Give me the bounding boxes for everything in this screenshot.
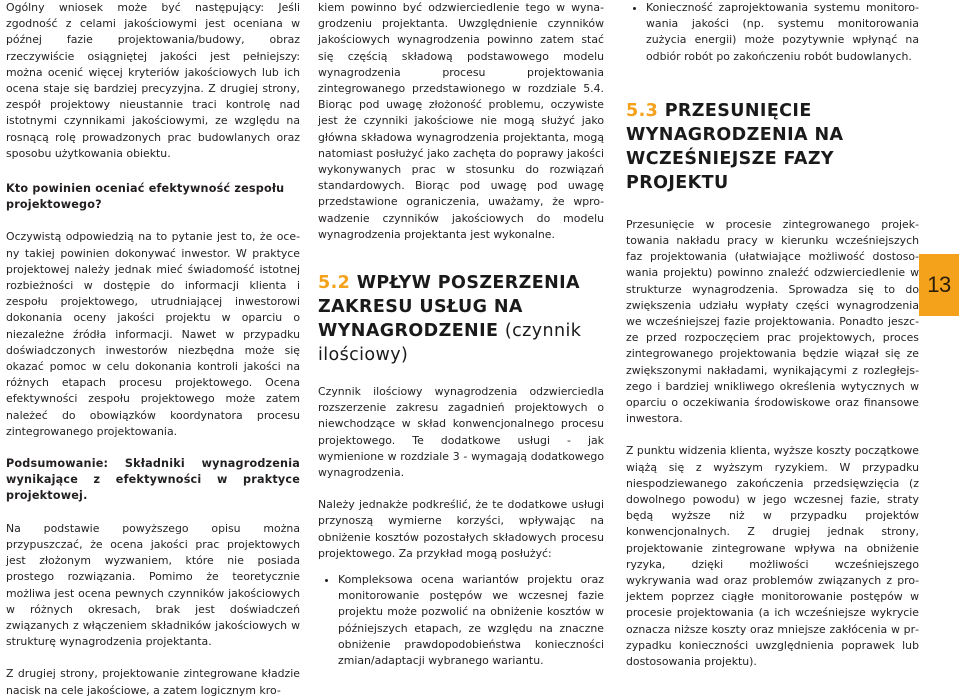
paragraph: Z punktu widzenia klienta, wyższe koszty początkowe wiążą się z wyższym ryzykiem. W przypadku niespodziewanego zakończenia przedsięwzięcia (z dowolnego powodu) w jego wczesnej fazie, straty będą wyższe niż w przypadku projektów konwencjonalnych. Z drugiej jednak strony, projektowanie zintegrowane wpływa na obniżenie ryzyka, dzięki możliwości wcześniejszego wykrywania wad oraz problemów związanych z projektem poprzez ciągłe monitorowanie postępów w procesie projektowania (a ich wcześniejsze wykrycie oznacza niższe koszty oraz mniejsze zakłócenia w przypadku konieczności uwzględnienia poprawek lub dostosowania projektu). (626, 444, 919, 669)
section-number: 5.3 (626, 100, 659, 121)
paragraph: Oczywistą odpowiedzią na to pytanie jest to, że oceny takiej powinien dokonywać inwestor. W praktyce projektowej należy jednak mieć świadomość istotnej rozbieżności w dostępie do informacji klienta i zespołu projektowego, utrudniającej inwestorowi dokonania oceny jakości projektu w oparciu o niezależne źródła informacji. Nawet w przypadku doświadczonych inwestorów niezbędna może się okazać pomoc w celu dokonania kontroli jakości na różnych etapach procesu projektowego. Ocena efektywności zespołu projektowego może zatem należeć do obowiązków koordynatora procesu zintegrowanego projektowania. (6, 230, 300, 438)
page-number: 13 (927, 272, 951, 297)
section-number: 5.2 (318, 273, 351, 294)
list-item: • Kompleksowa ocena wariantów projektu oraz monitorowanie postępów we wczesnej fazie projektu może pozwolić na obniżenie kosztów w późniejszych etapach, ze względu na znaczne obniżenie prawdopodobieństwa konieczności zmian/adaptacji wybranego wariantu. (338, 572, 604, 669)
section-title: PRZESUNIĘCIE WYNAGRODZENIA NA WCZEŚNIEJSZE FAZY PROJEKTU (626, 100, 844, 193)
subheading-summary: Podsumowanie: Składniki wynagrodzenia wynikające z efektywności w praktyce projektowej. (6, 457, 300, 503)
paragraph: Z drugiej strony, projektowanie zintegrowane kładzie nacisk na cele jakościowe, a zatem logicznym kro- (6, 667, 300, 697)
section-heading-5-3 (626, 99, 876, 195)
paragraph: Na podstawie powyższego opisu można przypuszczać, że ocena jakości prac projektowych jest złożonym wyzwaniem, które nie posiada prostego rozwiązania. Pomimo że teoretycznie możliwa jest ocena pewnych czynników jakościowych w różnych okresach, brak jest doświadczeń związanych z włączeniem składników jakościowych w strukturę wynagrodzenia projektanta. (6, 521, 300, 649)
text-column-1 (6, 0, 300, 699)
page-number-tab (919, 254, 959, 316)
paragraph: Przesunięcie w procesie zintegrowanego projektowania nakładu pracy w kierunku wcześniejszych faz projektowania (ułatwiające możliwość dostosowania projektu) powinno znaleźć odzwierciedlenie w strukturze wynagrodzenia. Sprowadza się to do zwiększenia udziału wypłaty części wynagrodzenia we wcześniejszej fazie projektowania. Ponadto jeszcze przed rozpoczęciem prac projektowych, proces zintegrowanego projektowania będzie wiązał się ze zwiększonymi nakładami, wynikającymi z rozległejszego i bardziej wnikliwego określenia wytycznych w oparciu o oczekiwania środowiskowe oraz finansowe inwestora. (626, 217, 919, 426)
paragraph: kiem powinno być odzwierciedlenie tego w wynagrodzeniu projektanta. Uwzględnienie czynników jakościowych wynagrodzenia powinno zatem stać się częścią składową podstawowego modelu wynagrodzenia procesu projektowania zintegrowanego przedstawionego w rozdziale 5.4. Biorąc pod uwagę złożoność problemu, oczywiste jest że czynniki jakościowe nie mogą służyć jako główna składowa wynagrodzenia projektanta, mogą natomiast posłużyć jako zachęta do poprawy jakości wykonywanych prac w stosunku do rozwiązań standardowych. Biorąc pod uwagę pod uwagę przedstawione ograniczenia, uważamy, że wprowadzenie czynników jakościowych do modelu wynagrodzenia projektanta jest wykonalne. (318, 1, 604, 241)
paragraph: Czynnik ilościowy wynagrodzenia odzwierciedla rozszerzenie zakresu zagadnień projektowych o niewchodzące w skład konwencjonalnego procesu projektowego. Te dodatkowe usługi - jak wymienione w rozdziale 3 - wymagają dodatkowego wynagrodzenia. (318, 385, 604, 480)
text-column-3 (626, 0, 919, 670)
paragraph: Należy jednakże podkreślić, że te dodatkowe usługi przynoszą wymierne korzyści, wpływając na obniżenie kosztów pozostałych składowych procesu projektowego. Za przykład mogą posłużyć: (318, 498, 604, 560)
section-title-suffix: (czynnik ilościowy) (318, 321, 582, 366)
bullet-list (626, 0, 919, 65)
list-item: • Konieczność zaprojektowania systemu monitorowania jakości (np. systemu monitorowania zużycia energii) może pozytywnie wpłynąć na odbiór robót po zakończeniu robót budowlanych. (646, 0, 919, 65)
bullet-list (318, 572, 604, 669)
text-column-2 (318, 0, 604, 669)
section-title: WPŁYW POSZERZENIA ZAKRESU USŁUG NA WYNAGRODZENIE (318, 273, 580, 342)
paragraph: Ogólny wniosek może być następujący: Jeśli zgodność z celami jakościowymi jest oceniana w późnej fazie projektowania/budowy, obraz rzeczywiście osiągniętej jakości jest pełniejszy: można ocenić więcej kryteriów jakościowych lub ich ocena staje się bardziej precyzyjna. Z drugiej strony, zespół projektowy nieustannie traci kontrolę nad istotnymi czynnikami jakościowymi, ze względu na rosnącą rolę prowadzonych prac budowlanych oraz sposobu użytkowania obiektu. (6, 1, 300, 160)
section-heading-5-2 (318, 271, 604, 367)
subheading-who-evaluates: Kto powinien oceniać efektywność zespołu projektowego? (6, 182, 285, 212)
